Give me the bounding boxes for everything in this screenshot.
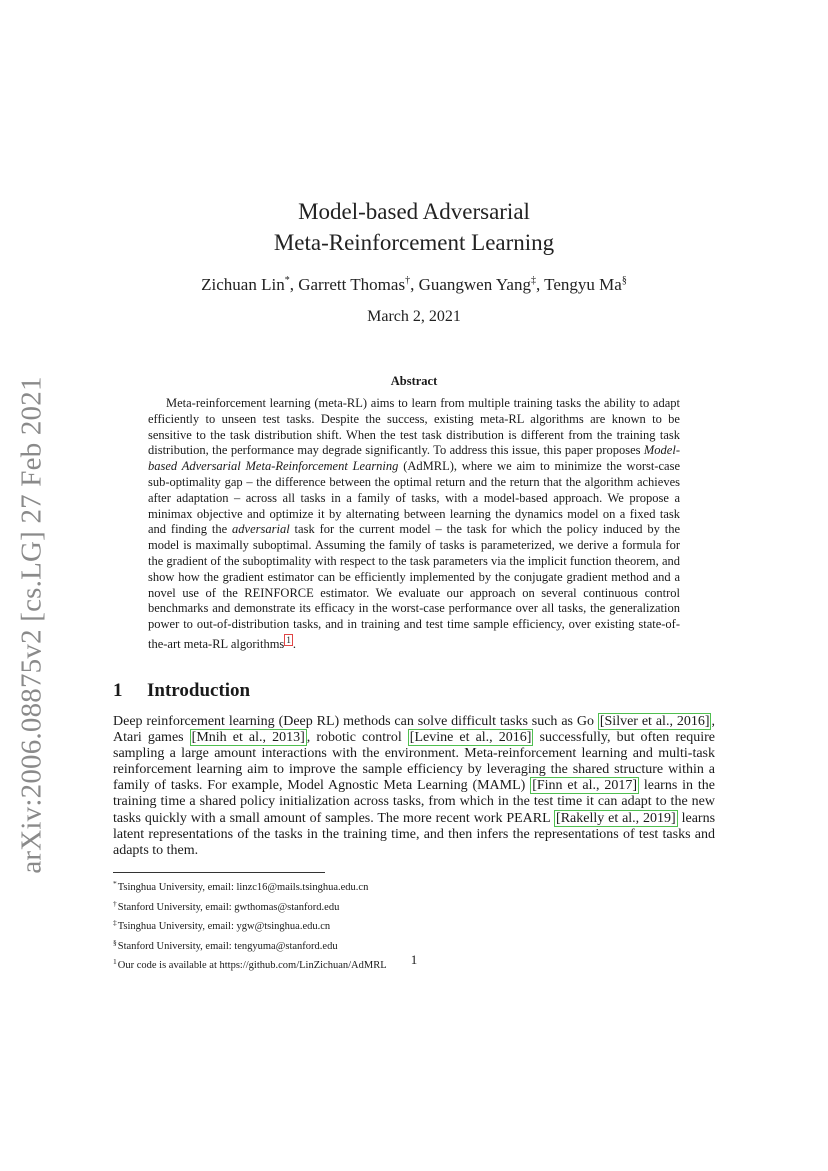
intro-segment: successfully, but often require sampling a large amount interactions with the environment. Meta-reinforcement learning and multi-task reinforcement learning aim to improve the sample efficiency by leveraging the shared structure within a family of tasks. For example, Model Agnostic Meta Learning (MAML) bbox=[113, 730, 716, 794]
footnote-item bbox=[113, 896, 713, 916]
author-mark: ‡ bbox=[530, 275, 536, 286]
intro-segment: , Atari games bbox=[113, 714, 715, 746]
section-title: Introduction bbox=[147, 680, 251, 701]
footnote-mark: 1 bbox=[113, 957, 117, 967]
citation-link[interactable]: [Rakelly et al., 2019] bbox=[556, 810, 676, 826]
paper-title bbox=[0, 196, 828, 258]
footnote-text: Our code is available at https://github.com/LinZichuan/AdMRL bbox=[117, 960, 387, 972]
footnote-mark: ‡ bbox=[113, 918, 117, 928]
abstract-heading: Abstract bbox=[390, 374, 438, 388]
footnote-link[interactable]: 1 bbox=[286, 634, 291, 645]
footnote-mark: * bbox=[113, 879, 117, 888]
publication-date: March 2, 2021 bbox=[367, 308, 461, 325]
citation-link[interactable]: [Mnih et al., 2013] bbox=[191, 730, 305, 746]
footnote-text: Stanford University, email: gwthomas@stanford.edu bbox=[117, 901, 340, 913]
abstract-segment: . bbox=[292, 636, 296, 651]
intro-segment: Deep reinforcement learning (Deep RL) methods can solve difficult tasks such as Go bbox=[113, 714, 598, 729]
title-line-1: Model-based Adversarial bbox=[298, 199, 530, 224]
author-list: Zichuan Lin*, Garrett Thomas†, Guangwen Yang‡, Tengyu Ma§ bbox=[201, 275, 627, 294]
title-line-2: Meta-Reinforcement Learning bbox=[273, 230, 555, 255]
footnote-text: Stanford University, email: tengyuma@stanford.edu bbox=[117, 940, 338, 952]
section-number: 1 bbox=[113, 680, 123, 701]
abstract-segment: (AdMRL), where we aim to minimize the worst-case sub-optimality gap – the difference between the optimal return and the return that the algorithm achieves after adaptation – across all tasks in a family of tasks, with a model-based approach. We propose a minimax objective and optimize it by alternating between learning the dynamics model on a fixed task and finding the bbox=[148, 459, 680, 537]
page-number: 1 bbox=[410, 952, 418, 967]
abstract-text bbox=[148, 396, 680, 653]
footnote-item bbox=[113, 915, 713, 935]
intro-segment: learns latent representations of the tasks in the training time, and then infers the representations of test tasks and adapts to them. bbox=[113, 810, 716, 858]
footnote-mark: § bbox=[113, 937, 117, 947]
citation-link[interactable]: [Levine et al., 2016] bbox=[409, 730, 532, 746]
abstract-segment: task for the current model – the task for which the policy induced by the model is maximally suboptimal. Assuming the family of tasks is parameterized, we derive a formula for the gradient of the suboptimality with respect to the task parameters via the implicit function theorem, and show how the gradient estimator can be efficiently implemented by the conjugate gradient method and a novel use of the REINFORCE estimator. We evaluate our approach on several continuous control benchmarks and demonstrate its efficacy in the worst-case performance over all tasks, the generalization power to out-of-distribution tasks, and in training and test time sample efficiency, over existing state-of-the-art meta-RL algorithms bbox=[148, 522, 680, 651]
footnote-mark: † bbox=[113, 898, 117, 908]
footnote-divider bbox=[113, 872, 325, 873]
section-heading-introduction bbox=[113, 680, 250, 702]
intro-segment: learns in the training time a shared policy initialization across tasks, from which in the test time it can adapt to the new tasks quickly with a small amount of samples. The more recent work PEARL bbox=[113, 778, 716, 826]
author-mark: § bbox=[621, 275, 627, 286]
author-name: Zichuan Lin bbox=[201, 275, 285, 294]
abstract-emphasis: adversarial bbox=[232, 522, 290, 537]
citation-link[interactable]: [Silver et al., 2016] bbox=[599, 714, 710, 729]
arxiv-identifier-stamp bbox=[10, 365, 54, 885]
abstract-emphasis: Model-based Adversarial Meta-Reinforcement Learning bbox=[148, 443, 680, 474]
author-name: Garrett Thomas bbox=[298, 275, 406, 294]
author-mark: * bbox=[284, 275, 290, 286]
footnote-text: Tsinghua University, email: linzc16@mails.tsinghua.edu.cn bbox=[117, 882, 369, 893]
author-mark: † bbox=[405, 275, 411, 286]
footnote-item bbox=[113, 876, 713, 896]
introduction-paragraph bbox=[113, 714, 715, 859]
arxiv-identifier-text: arXiv:2006.08875v2 [cs.LG] 27 Feb 2021 bbox=[15, 376, 48, 874]
abstract-segment: Meta-reinforcement learning (meta-RL) aims to learn from multiple training tasks the ability to adapt efficiently to unseen test tasks. Despite the success, existing meta-RL algorithms are known to be sensitive to the task distribution shift. When the test task distribution is different from the training task distribution, the performance may degrade significantly. To address this issue, this paper proposes bbox=[148, 396, 680, 458]
citation-link[interactable]: [Finn et al., 2017] bbox=[532, 778, 637, 794]
footnote-text: Tsinghua University, email: ygw@tsinghua.edu.cn bbox=[117, 921, 331, 933]
author-name: Guangwen Yang bbox=[418, 275, 531, 294]
intro-segment: , robotic control bbox=[306, 730, 408, 746]
author-name: Tengyu Ma bbox=[544, 275, 622, 294]
